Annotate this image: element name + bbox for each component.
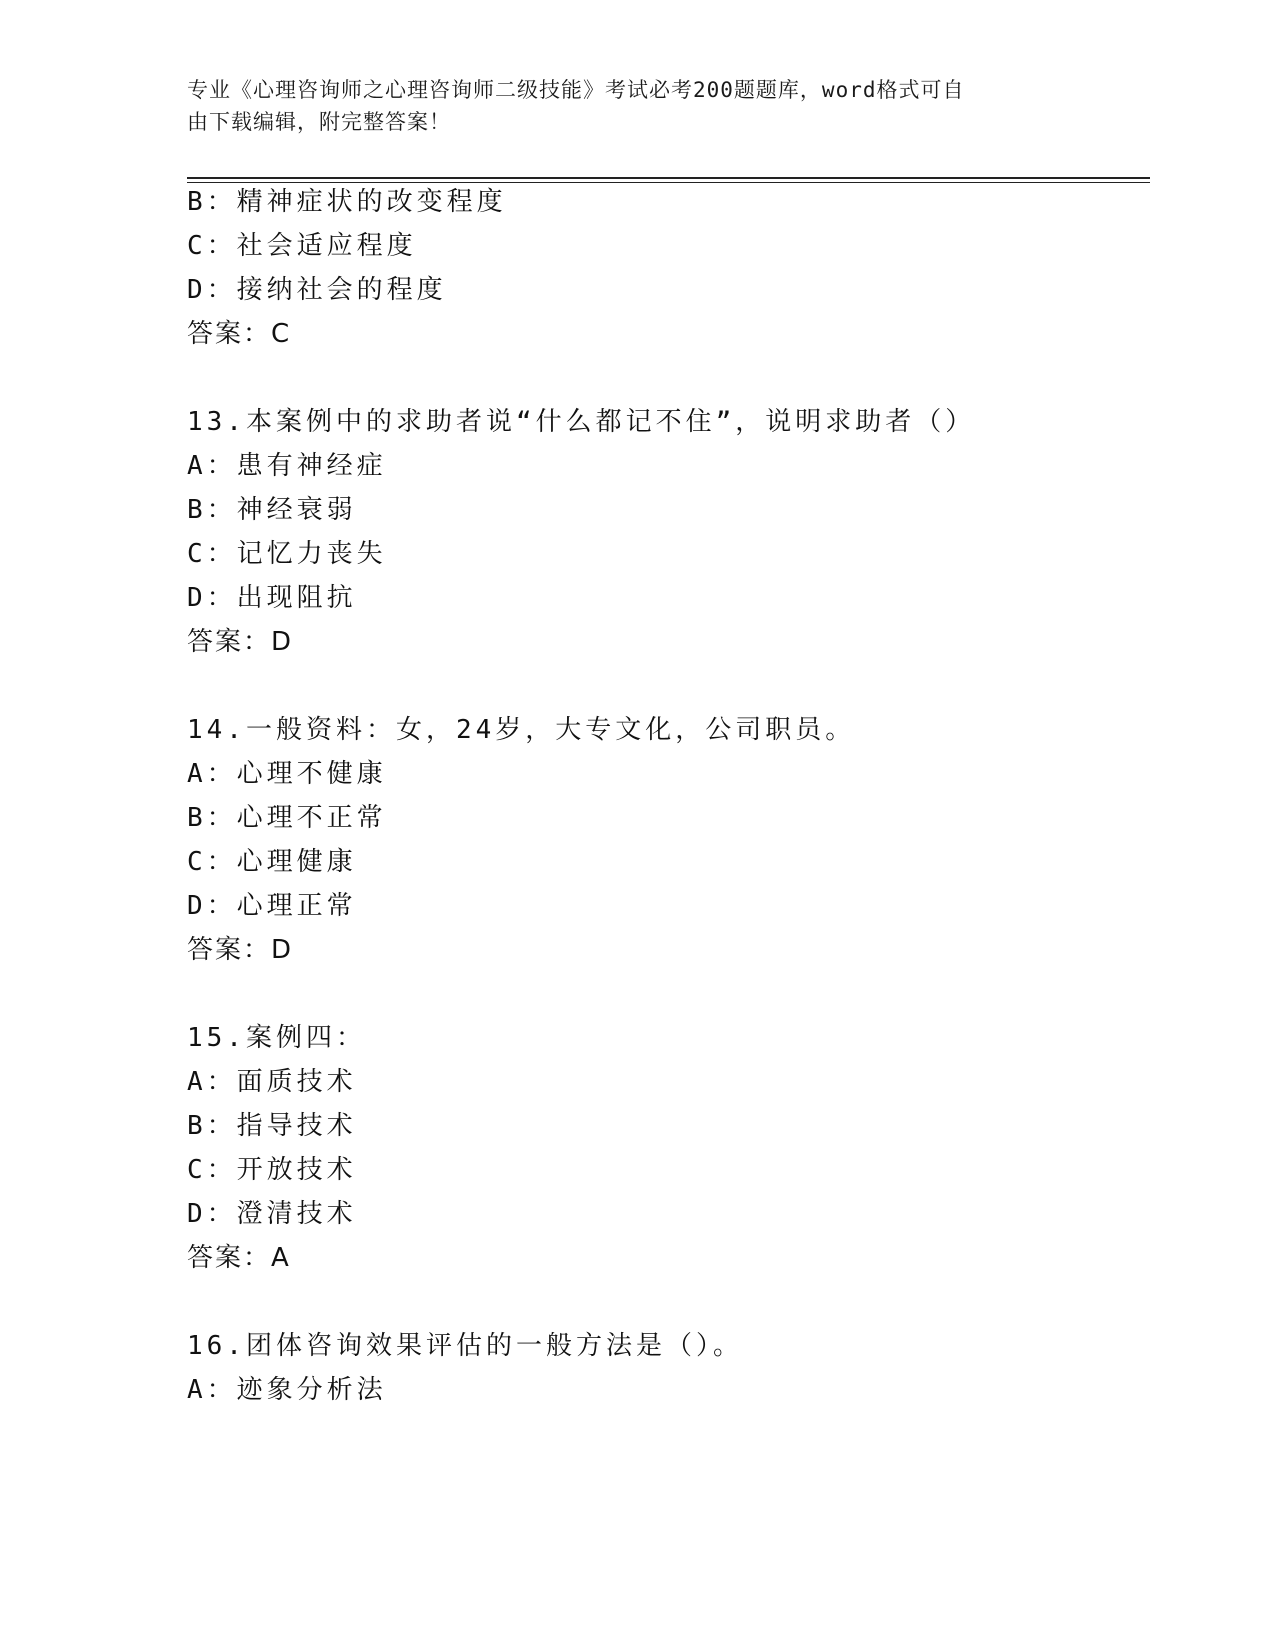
option-c: C：社会适应程度: [187, 231, 417, 261]
option-d: D：出现阻抗: [187, 583, 357, 613]
header-divider-thin: [187, 182, 1150, 183]
option-d: D：澄清技术: [187, 1199, 357, 1229]
answer-line: 答案：C: [187, 319, 292, 349]
option-b: B：心理不正常: [187, 803, 387, 833]
answer-line: 答案：D: [187, 627, 294, 657]
option-a: A：患有神经症: [187, 451, 387, 481]
option-d: D：接纳社会的程度: [187, 275, 447, 305]
option-b: B：精神症状的改变程度: [187, 187, 507, 217]
question-stem: 13.本案例中的求助者说“什么都记不住”，说明求助者（）: [187, 407, 976, 437]
answer-line: 答案：D: [187, 935, 294, 965]
header-line-1: 专业《心理咨询师之心理咨询师二级技能》考试必考200题题库，word格式可自: [187, 78, 965, 102]
option-a: A：面质技术: [187, 1067, 357, 1097]
answer-line: 答案：A: [187, 1243, 291, 1273]
option-a: A：迹象分析法: [187, 1375, 387, 1405]
header-divider-thick: [187, 177, 1150, 179]
option-b: B：指导技术: [187, 1111, 357, 1141]
option-c: C：记忆力丧失: [187, 539, 387, 569]
option-b: B：神经衰弱: [187, 495, 357, 525]
question-stem: 14.一般资料：女，24岁，大专文化，公司职员。: [187, 715, 856, 745]
question-stem: 15.案例四：: [187, 1023, 366, 1053]
document-header: [187, 74, 1067, 138]
option-c: C：心理健康: [187, 847, 357, 877]
question-stem: 16.团体咨询效果评估的一般方法是（）。: [187, 1331, 743, 1361]
header-line-2: 由下载编辑，附完整答案！: [187, 110, 451, 134]
option-c: C：开放技术: [187, 1155, 357, 1185]
option-a: A：心理不健康: [187, 759, 387, 789]
option-d: D：心理正常: [187, 891, 357, 921]
